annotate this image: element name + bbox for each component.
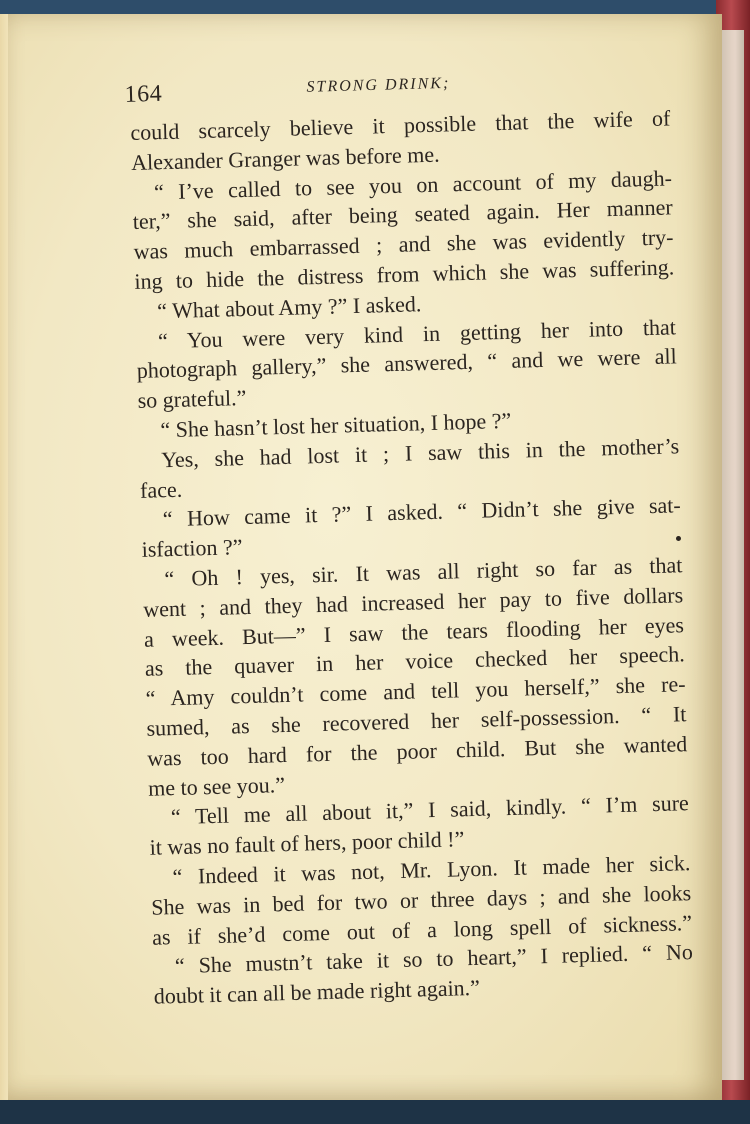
text-line: doubt it can all be made right again.”	[153, 974, 481, 1009]
text-line: was much embarrassed ; and she was evidently try-	[133, 224, 674, 265]
text-line: She was in bed for two or three days ; and she looks	[151, 879, 692, 920]
text-line: ter,” she said, after being seated again. Her manner	[132, 194, 673, 235]
text-line: “ Amy couldn’t come and tell you herself,” she re-	[145, 671, 686, 711]
text-line: it was no fault of hers, poor child !”	[149, 826, 465, 860]
text-line: as the quaver in her voice checked her speech.	[144, 641, 686, 682]
text-line: “ Oh ! yes, sir. It was all right so far as that	[164, 552, 683, 592]
running-head: STRONG DRINK;	[306, 74, 451, 96]
text-line: “ She hasn’t lost her situation, I hope ?”	[160, 407, 512, 443]
text-line: photograph gallery,” she answered, “ and we were all	[136, 343, 677, 384]
text-line: went ; and they had increased her pay to five dollars	[142, 581, 684, 622]
text-line: me to see you.”	[147, 771, 286, 801]
book-cover-top	[0, 0, 750, 14]
text-line: “ Indeed it was not, Mr. Lyon. It made her sick.	[172, 850, 691, 890]
text-line: Alexander Granger was before me.	[130, 141, 440, 175]
text-line: sumed, as she recovered her self-possession. “ It	[146, 701, 687, 741]
page-number: 164	[124, 80, 163, 108]
text-line: ing to hide the distress from which she was suffering.	[134, 254, 675, 294]
text-line: Yes, she had lost it ; I saw this in the mother’s	[160, 433, 680, 473]
text-line: face.	[139, 476, 183, 503]
text-line: was too hard for the poor child. But she wanted	[146, 730, 688, 771]
facing-page-edge	[722, 30, 744, 1080]
text-line: a week. But—” I saw the tears flooding her eyes	[143, 611, 685, 652]
page-body-text	[130, 103, 694, 1009]
text-line: “ You were very kind in getting her into that	[157, 313, 677, 353]
text-line: as if she’d come out of a long spell of sickness.”	[151, 909, 693, 950]
ink-speck	[676, 536, 681, 541]
book-cover-bottom	[0, 1100, 750, 1124]
text-line: so grateful.”	[137, 385, 247, 414]
text-line: could scarcely believe it possible that the wife of	[130, 105, 671, 145]
text-line: “ What about Amy ?” I asked.	[156, 290, 422, 324]
text-line: isfaction ?”	[141, 534, 243, 562]
text-line: “ How came it ?” I asked. “ Didn’t she give sat-	[162, 492, 682, 532]
text-line: “ She mustn’t take it so to heart,” I replied. “ No	[174, 939, 694, 979]
text-line: “ Tell me all about it,” I said, kindly. “ I’m sure	[170, 790, 690, 830]
text-line: “ I’ve called to see you on account of my daugh-	[153, 164, 673, 204]
